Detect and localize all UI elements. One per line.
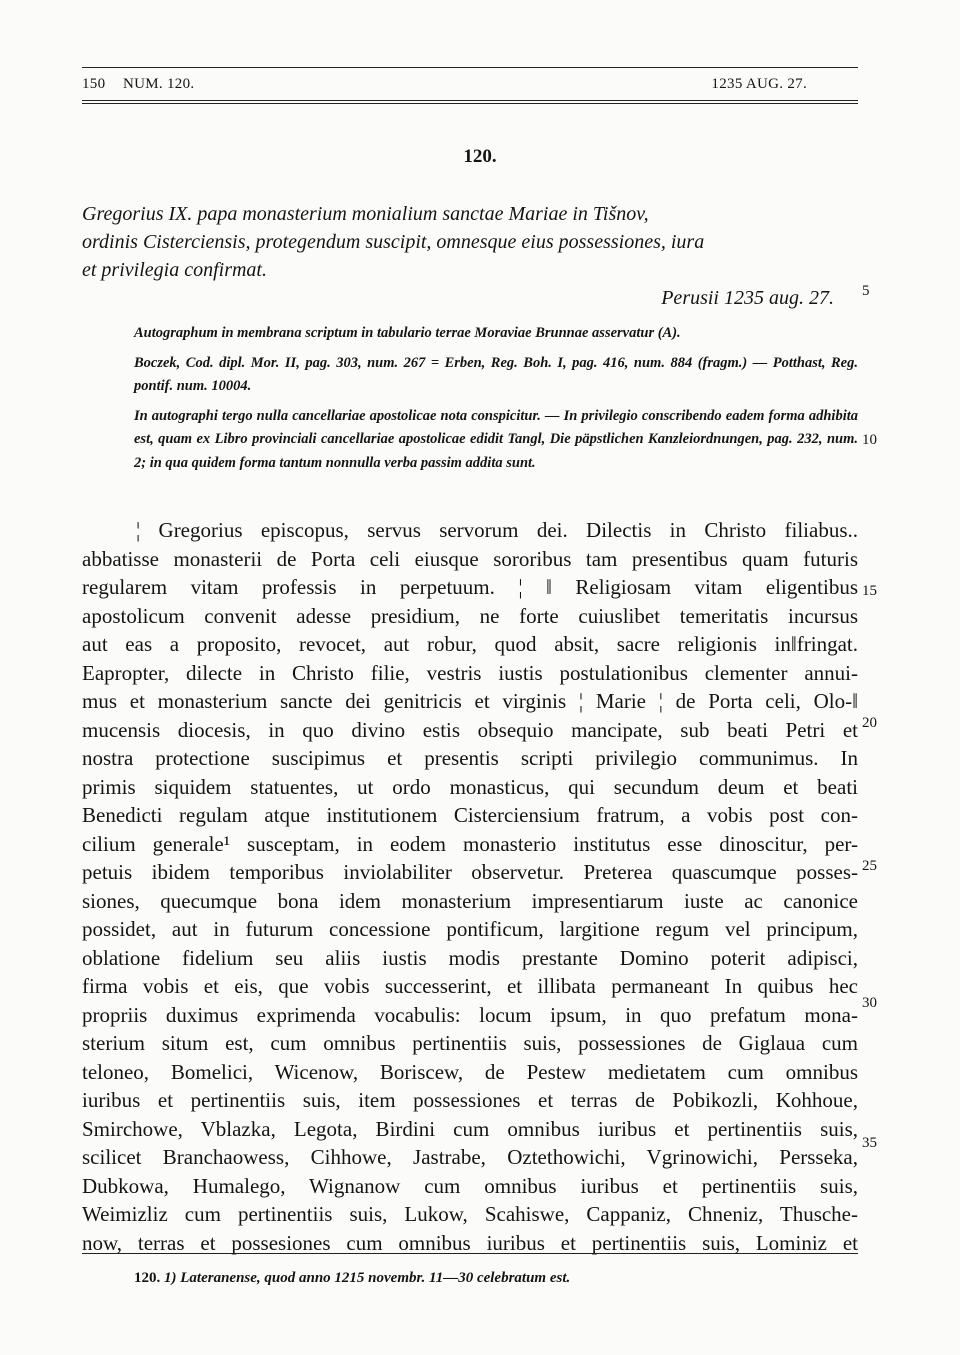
text-line: mus et monasterium sancte dei genitricis et virginis ¦ Marie ¦ de Porta celi, Olo-‖: [82, 689, 858, 713]
footnote: [134, 1270, 858, 1287]
text-line: apostolicum convenit adesse presidium, ne forte cuiuslibet temeritatis incursus: [82, 603, 858, 628]
running-header: [82, 74, 858, 100]
margin-line-number: 10: [862, 432, 877, 448]
text-line: siones, quecumque bona idem monasterium impresentiarum iuste ac canonice: [82, 888, 858, 913]
dateline: Perusii 1235 aug. 27.: [661, 287, 834, 309]
document-number: 120.: [463, 146, 497, 167]
margin-line-number: 5: [862, 283, 870, 299]
margin-line-number: 25: [862, 858, 877, 874]
charter-text: [82, 516, 858, 1257]
text-line: sterium situm est, cum omnibus pertinentiis suis, possessiones de Giglaua cum: [82, 1031, 858, 1055]
text-line: regularem vitam professis in perpetuum. ¦ ‖ Religiosam vitam eligentibus: [82, 575, 858, 599]
remarks-note: In autographi tergo nulla cancellariae apostolicae nota conspicitur. — In privilegio conscribendo eadem forma adhibita est, quam ex Libro provinciali cancellariae apostolicae edidit Tangl, Die päpstlichen Kanzleiordnungen, pag. 232, num. 2; in qua quidem forma tantum nonnulla verba passim addita sunt.: [134, 407, 858, 471]
text-line: petuis ibidem temporibus inviolabiliter observetur. Preterea quascumque posses-: [82, 860, 858, 884]
text-line: iuribus et pertinentiis suis, item possessiones et terras de Pobikozli, Kohhoue,: [82, 1088, 858, 1112]
header-doc-ref: NUM. 120.: [123, 76, 195, 92]
text-line: primis siquidem statuentes, ut ordo monasticus, qui secundum deum et beati: [82, 774, 858, 799]
text-line: Smirchowe, Vblazka, Legota, Birdini cum omnibus iuribus et pertinentiis suis,: [82, 1116, 858, 1141]
text-line: firma vobis et eis, que vobis successerint, et illibata permaneant In quibus hec: [82, 974, 858, 998]
footnote-rule: [82, 1253, 858, 1254]
editorial-notes: [134, 322, 858, 475]
text-line: nostra protectione suscipimus et presentis scripti privilegio communimus. In: [82, 746, 858, 770]
header-rule-1: [82, 100, 858, 101]
text-line: Weimizliz cum pertinentiis suis, Lukow, Scahiswe, Cappaniz, Chneniz, Thusche-: [82, 1202, 858, 1226]
text-line: Benedicti regulam atque institutionem Cisterciensium fratrum, a vobis post con-: [82, 803, 858, 827]
regest-line: ordinis Cisterciensis, protegendum suscipit, omnesque eius possessiones, iura: [82, 231, 705, 253]
text-line: now, terras et possesiones cum omnibus iuribus et pertinentiis suis, Lominiz et: [82, 1230, 858, 1255]
regest-line: Gregorius IX. papa monasterium monialium sanctae Mariae in Tišnov,: [82, 203, 649, 225]
regest-line: et privilegia confirmat.: [82, 259, 267, 281]
text-line: teloneo, Bomelici, Wicenow, Boriscew, de Pestew medietatem cum omnibus: [82, 1059, 858, 1084]
margin-line-number: 30: [862, 995, 877, 1011]
editions-note: Boczek, Cod. dipl. Mor. II, pag. 303, num. 267 = Erben, Reg. Boh. I, pag. 416, num. 884 (fragm.) — Potthast, Reg. pontif. num. 10004.: [134, 354, 858, 394]
footnote-text: 1) Lateranense, quod anno 1215 novembr. 11—30 celebratum est.: [164, 1270, 571, 1286]
text-line: scilicet Branchaowess, Cihhowe, Jastrabe, Oztethowichi, Vgrinowichi, Persseka,: [82, 1145, 858, 1169]
header-rule-2: [82, 103, 858, 104]
margin-line-number: 35: [862, 1135, 877, 1151]
tradition-note: Autographum in membrana scriptum in tabulario terrae Moraviae Brunnae asservatur (A).: [134, 325, 681, 341]
text-line: mucensis diocesis, in quo divino estis obsequio mancipate, sub beati Petri et: [82, 717, 858, 742]
header-rule-top: [82, 67, 858, 68]
text-line: propriis duximus exprimenda vocabulis: locum ipsum, in quo prefatum mona-: [82, 1002, 858, 1027]
text-line: oblatione fidelium seu aliis iustis modis prestante Domino poterit adipisci,: [82, 945, 858, 970]
header-date: 1235 AUG. 27.: [711, 76, 807, 92]
footnote-ref: 120.: [134, 1270, 161, 1286]
page-number: 150: [82, 76, 106, 92]
text-line: Dubkowa, Humalego, Wignanow cum omnibus iuribus et pertinentiis suis,: [82, 1173, 858, 1198]
margin-line-number: 20: [862, 715, 877, 731]
regest: [82, 200, 858, 312]
text-line: Eapropter, dilecte in Christo filie, vestris iustis postulationibus clementer annui-: [82, 660, 858, 685]
text-line: ¦ Gregorius episcopus, servus servorum dei. Dilectis in Christo filiabus..: [136, 518, 858, 542]
text-line: cilium generale¹ susceptam, in eodem monasterio institutus esse dinoscitur, per-: [82, 831, 858, 856]
text-line: possidet, aut in futurum concessione pontificum, largitione regum vel principum,: [82, 917, 858, 941]
text-line: aut eas a proposito, revocet, aut robur, quod absit, sacre religionis in‖fringat.: [82, 632, 858, 656]
text-line: abbatisse monasterii de Porta celi eiusque sororibus tam presentibus quam futuris: [82, 546, 858, 571]
margin-line-number: 15: [862, 583, 877, 599]
